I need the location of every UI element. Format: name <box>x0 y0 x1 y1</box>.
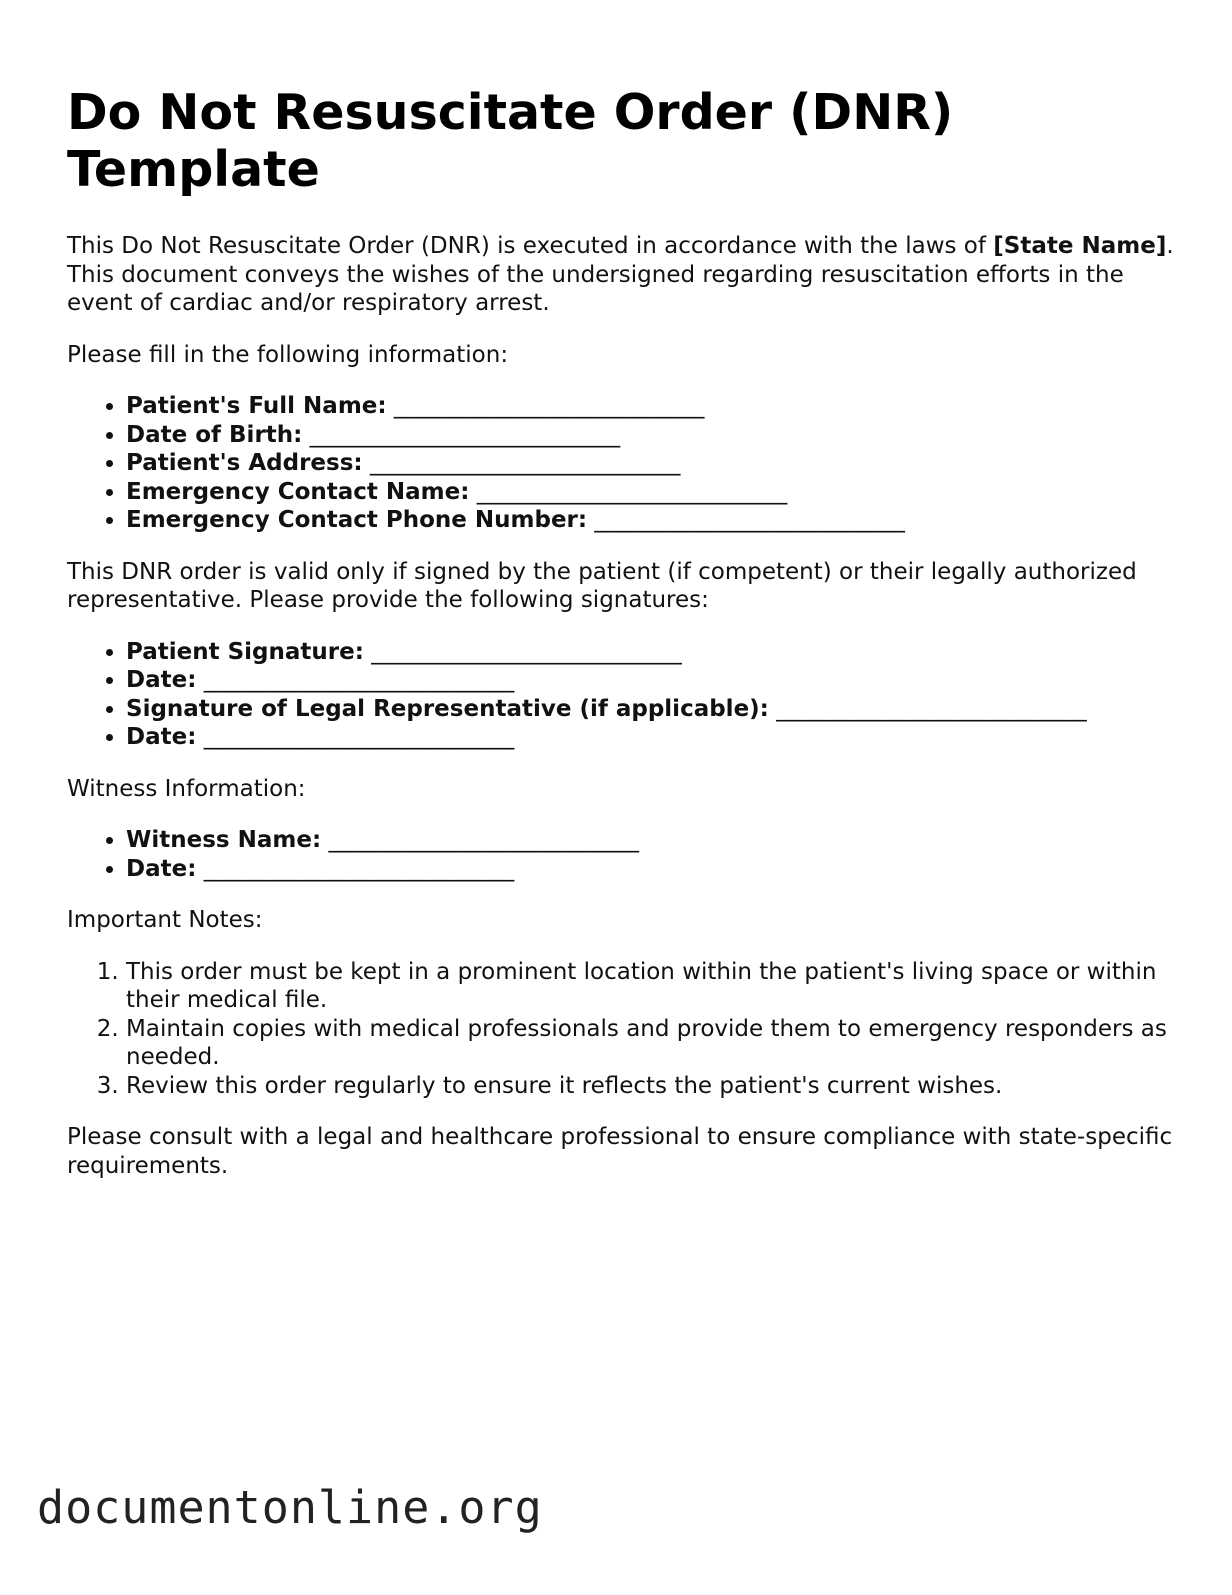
field-label-legal-rep-signature: Signature of Legal Representative (if applicable): <box>126 695 769 722</box>
intro-text-after: . This document conveys the wishes of the undersigned regarding resuscitation efforts in the event of cardiac and/or respiratory arrest. <box>67 233 1174 316</box>
field-label-emergency-contact-phone: Emergency Contact Phone Number: <box>126 507 588 533</box>
blank-line-patient-signature[interactable]: ___________________________ <box>371 638 682 665</box>
witness-list <box>67 826 1177 883</box>
blank-line-patient-signature-date[interactable]: ___________________________ <box>203 667 515 693</box>
notes-list <box>67 958 1177 1101</box>
field-label-emergency-contact-name: Emergency Contact Name: <box>126 478 470 505</box>
blank-line-legal-rep-date[interactable]: ___________________________ <box>203 724 515 750</box>
field-label-patient-signature: Patient Signature: <box>126 638 364 665</box>
notes-heading: Important Notes: <box>67 907 263 933</box>
list-item <box>126 421 1177 450</box>
note-item: 1. This order must be kept in a prominent location within the patient's living space or within their medical file. <box>126 958 1177 1015</box>
intro-text-before: This Do Not Resuscitate Order (DNR) is executed in accordance with the laws of <box>67 233 994 259</box>
field-label-patient-name: Patient's Full Name: <box>126 393 387 419</box>
blank-line-patient-name[interactable]: ___________________________ <box>393 393 705 419</box>
field-label-legal-rep-date: Date: <box>126 724 197 750</box>
field-label-patient-signature-date: Date: <box>126 667 197 693</box>
blank-line-witness-name[interactable]: ___________________________ <box>328 827 639 853</box>
state-name-placeholder: [State Name] <box>993 233 1167 259</box>
document-title: Do Not Resuscitate Order (DNR) Template <box>67 84 954 198</box>
fill-prompt: Please fill in the following information: <box>67 341 509 368</box>
list-item <box>126 449 1177 478</box>
blank-line-date-of-birth[interactable]: ___________________________ <box>309 421 621 448</box>
blank-line-emergency-contact-name[interactable]: ___________________________ <box>476 478 788 505</box>
site-watermark: documentonline.org <box>37 1481 543 1534</box>
patient-info-list <box>67 392 1177 535</box>
blank-line-legal-rep-signature[interactable]: ___________________________ <box>776 695 1087 722</box>
field-label-witness-name: Witness Name: <box>126 827 322 853</box>
document-page <box>67 84 1177 1203</box>
list-item <box>126 695 1177 724</box>
intro-paragraph <box>67 232 1177 318</box>
closing-paragraph: Please consult with a legal and healthcare professional to ensure compliance with state-specific requirements. <box>67 1124 1173 1179</box>
list-item <box>126 723 1177 752</box>
witness-heading: Witness Information: <box>67 775 306 802</box>
blank-line-witness-date[interactable]: ___________________________ <box>203 855 515 882</box>
field-label-patient-address: Patient's Address: <box>126 450 363 476</box>
signature-list <box>67 638 1177 752</box>
validity-paragraph: This DNR order is valid only if signed by the patient (if competent) or their legally authorized representative. Please provide the following signatures: <box>67 558 1137 613</box>
list-item <box>126 666 1177 695</box>
list-item <box>126 392 1177 421</box>
list-item <box>126 638 1177 667</box>
note-item: 2. Maintain copies with medical professionals and provide them to emergency responders as needed. <box>126 1015 1177 1072</box>
list-item <box>126 826 1177 855</box>
field-label-date-of-birth: Date of Birth: <box>126 421 303 448</box>
list-item <box>126 478 1177 507</box>
list-item <box>126 855 1177 884</box>
note-item: 3. Review this order regularly to ensure it reflects the patient's current wishes. <box>126 1072 1177 1101</box>
blank-line-patient-address[interactable]: ___________________________ <box>369 450 681 476</box>
blank-line-emergency-contact-phone[interactable]: ___________________________ <box>594 507 905 533</box>
field-label-witness-date: Date: <box>126 855 197 882</box>
list-item <box>126 506 1177 535</box>
